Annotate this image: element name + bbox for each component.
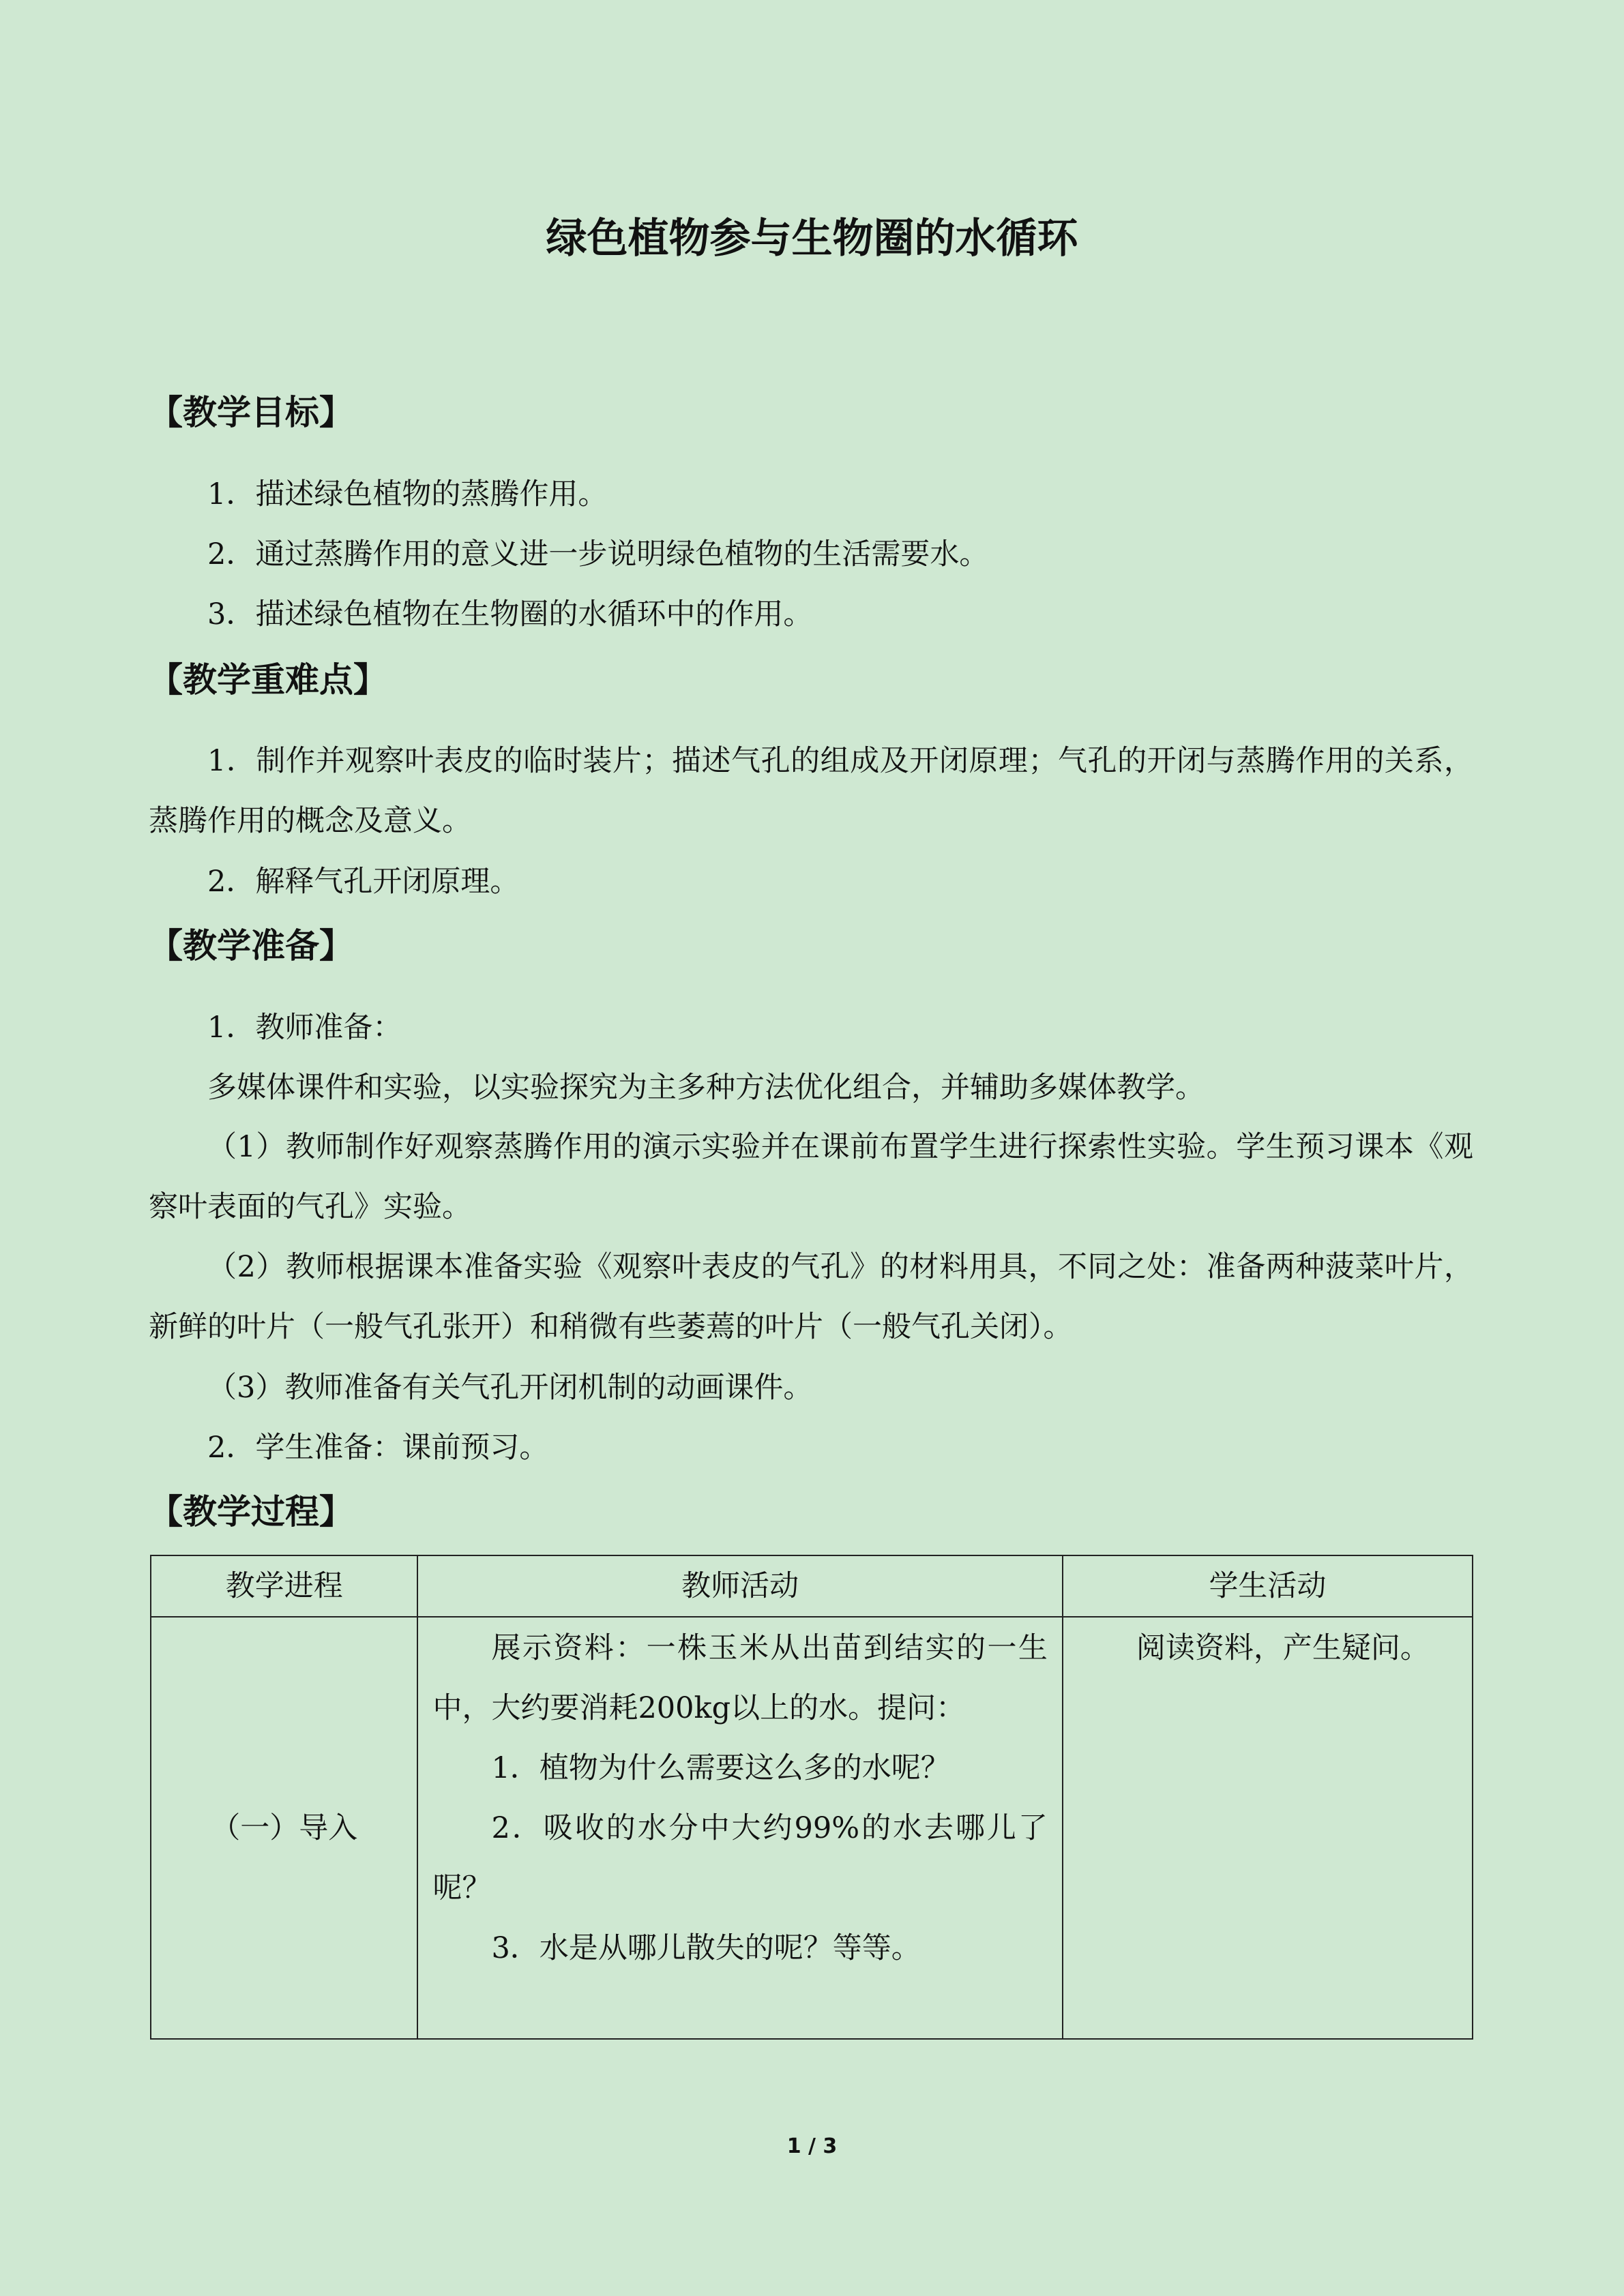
- objective-item: 1．描述绿色植物的蒸腾作用。: [207, 477, 608, 511]
- table-header-cell: 教师活动: [417, 1555, 1062, 1617]
- teacher-activity-intro: 展示资料：一株玉米从出苗到结实的一生中，大约要消耗200kg以上的水。提问：: [432, 1631, 1048, 1725]
- list-item: 3．水是从哪儿散失的呢？等等。: [491, 1931, 921, 1965]
- preparation-item: 多媒体课件和实验，以实验探究为主多种方法优化组合，并辅助多媒体教学。: [207, 1071, 1205, 1105]
- stage-cell: （一）导入: [151, 1617, 417, 2039]
- heading-process: 【教学过程】: [149, 1492, 353, 1532]
- preparation-item: 2．学生准备：课前预习。: [207, 1431, 549, 1465]
- heading-preparation: 【教学准备】: [149, 926, 353, 966]
- list-item: 2．吸收的水分中大约99%的水去哪儿了呢？: [432, 1811, 1048, 1905]
- document-title: 绿色植物参与生物圈的水循环: [546, 215, 1078, 263]
- teacher-question-list: [419, 1738, 1061, 1978]
- key-point-item: 2．解释气孔开闭原理。: [207, 865, 520, 899]
- student-activity-cell: [1063, 1617, 1473, 2039]
- teacher-activity-cell: [417, 1617, 1062, 2039]
- student-activity-text: 阅读资料，产生疑问。: [1136, 1631, 1430, 1665]
- page-number: 1 / 3: [786, 2134, 838, 2158]
- objective-item: 3．描述绿色植物在生物圈的水循环中的作用。: [207, 597, 813, 631]
- preparation-item: （2）教师根据课本准备实验《观察叶表皮的气孔》的材料用具，不同之处：准备两种菠菜叶片，新鲜的叶片（一般气孔张开）和稍微有些萎蔫的叶片（一般气孔关闭）。: [149, 1250, 1473, 1344]
- objective-item: 2．通过蒸腾作用的意义进一步说明绿色植物的生活需要水。: [207, 537, 989, 571]
- table-header-cell: 学生活动: [1063, 1555, 1473, 1617]
- key-point-item: 1．制作并观察叶表皮的临时装片；描述气孔的组成及开闭原理；气孔的开闭与蒸腾作用的关系，蒸腾作用的概念及意义。: [149, 744, 1473, 838]
- heading-key-points: 【教学重难点】: [149, 660, 387, 700]
- heading-objectives: 【教学目标】: [149, 393, 353, 432]
- table-row: [151, 1617, 1473, 2039]
- list-item: 1．植物为什么需要这么多的水呢？: [491, 1751, 950, 1785]
- table-header-cell: 教学进程: [151, 1555, 417, 1617]
- table-header-row: [151, 1555, 1473, 1617]
- preparation-item: 1．教师准备：: [207, 1011, 402, 1045]
- process-table: [150, 1555, 1473, 2040]
- preparation-item: （1）教师制作好观察蒸腾作用的演示实验并在课前布置学生进行探索性实验。学生预习课本《观察叶表面的气孔》实验。: [149, 1130, 1473, 1224]
- preparation-item: （3）教师准备有关气孔开闭机制的动画课件。: [207, 1371, 813, 1405]
